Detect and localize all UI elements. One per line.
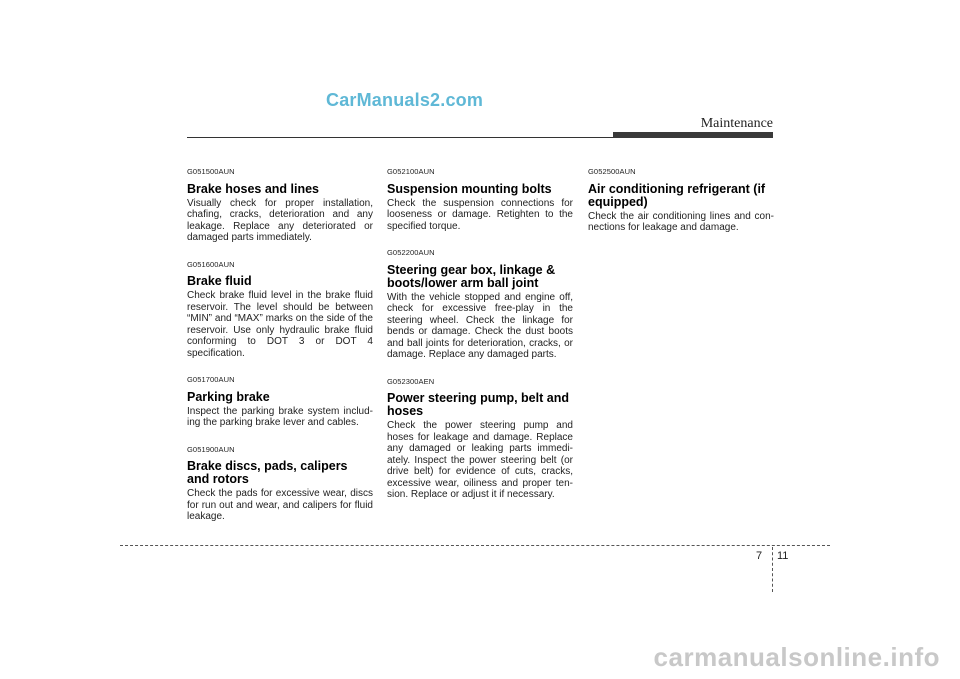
page-number: 11 xyxy=(777,550,789,562)
entry-heading: Brake discs, pads, calipers and rotors xyxy=(187,459,348,486)
entry-heading: Brake hoses and lines xyxy=(187,181,320,196)
header-rule-accent xyxy=(613,132,773,138)
entry-text: Check the pads for excessive wear, discs for run out and wear, and calipers for fluid leakage. xyxy=(187,488,373,522)
column-3 xyxy=(588,166,774,249)
entry-text: With the vehicle stopped and engine off, check for excessive free-play in the steering wheel. Check the linkage for bends or damage. Check the dust boots and ball joints for deterioration, cracks, or damage. Replace any damaged parts. xyxy=(387,291,573,360)
entry-heading: Steering gear box, linkage & boots/lower arm ball joint xyxy=(387,262,556,290)
entry-text: Check the air conditioning lines and con-nections for leakage and damage. xyxy=(588,210,774,233)
entry-code: G052500AUN xyxy=(588,167,636,176)
entry-text: Inspect the parking brake system includ-ing the parking brake lever and cables. xyxy=(187,405,373,428)
watermark-top: CarManuals2.com xyxy=(326,90,484,110)
entry-heading: Air conditioning refrigerant (if equipped) xyxy=(588,181,766,209)
footer-dashed-rule xyxy=(120,545,830,546)
entry-air-conditioning xyxy=(588,166,774,234)
entry-code: G052100AUN xyxy=(387,167,435,176)
entry-heading: Power steering pump, belt and hoses xyxy=(387,391,569,418)
entry-brake-discs xyxy=(187,444,373,523)
entry-heading: Parking brake xyxy=(187,389,270,404)
page-number-divider xyxy=(772,547,773,592)
entry-suspension-bolts xyxy=(387,166,573,232)
entry-text: Check brake fluid level in the brake fluid reservoir. The level should be between “MIN” and “MAX” marks on the side of the reservoir. Use only hydraulic brake fluid conforming to DOT 3 or DOT 4 specification. xyxy=(187,290,373,359)
entry-brake-fluid xyxy=(187,259,373,360)
entry-code: G051700AUN xyxy=(187,375,235,384)
section-title: Maintenance xyxy=(700,116,773,131)
page-chapter-number: 7 xyxy=(756,550,763,562)
entry-brake-hoses xyxy=(187,166,373,244)
column-1 xyxy=(187,166,373,538)
watermark-bottom: carmanualsonline.info xyxy=(653,642,940,672)
entry-text: Visually check for proper installation, chafing, cracks, deterioration and any leakage. Replace any deteriorated or damaged parts immediately. xyxy=(187,197,373,243)
entry-heading: Suspension mounting bolts xyxy=(387,181,552,196)
entry-heading: Brake fluid xyxy=(187,274,252,288)
entry-text: Check the power steering pump and hoses for leakage and damage. Replace any damaged or leaking parts immedi-ately. Inspect the power steering belt (or drive belt) for evidence of cuts, cracks, excessive wear, oiliness and proper ten-sion. Replace or adjust it if necessary. xyxy=(387,420,573,500)
entry-parking-brake xyxy=(187,374,373,429)
entry-code: G052200AUN xyxy=(387,248,435,257)
entry-steering-gear xyxy=(387,247,573,361)
column-2 xyxy=(387,166,573,516)
entry-code: G051900AUN xyxy=(187,444,235,454)
entry-code: G051600AUN xyxy=(187,259,235,269)
header-rule xyxy=(187,137,615,138)
entry-code: G051500AUN xyxy=(187,167,235,176)
entry-code: G052300AEN xyxy=(387,376,435,386)
entry-power-steering xyxy=(387,376,573,501)
entry-text: Check the suspension connections for looseness or damage. Retighten to the specified torque. xyxy=(387,197,573,232)
